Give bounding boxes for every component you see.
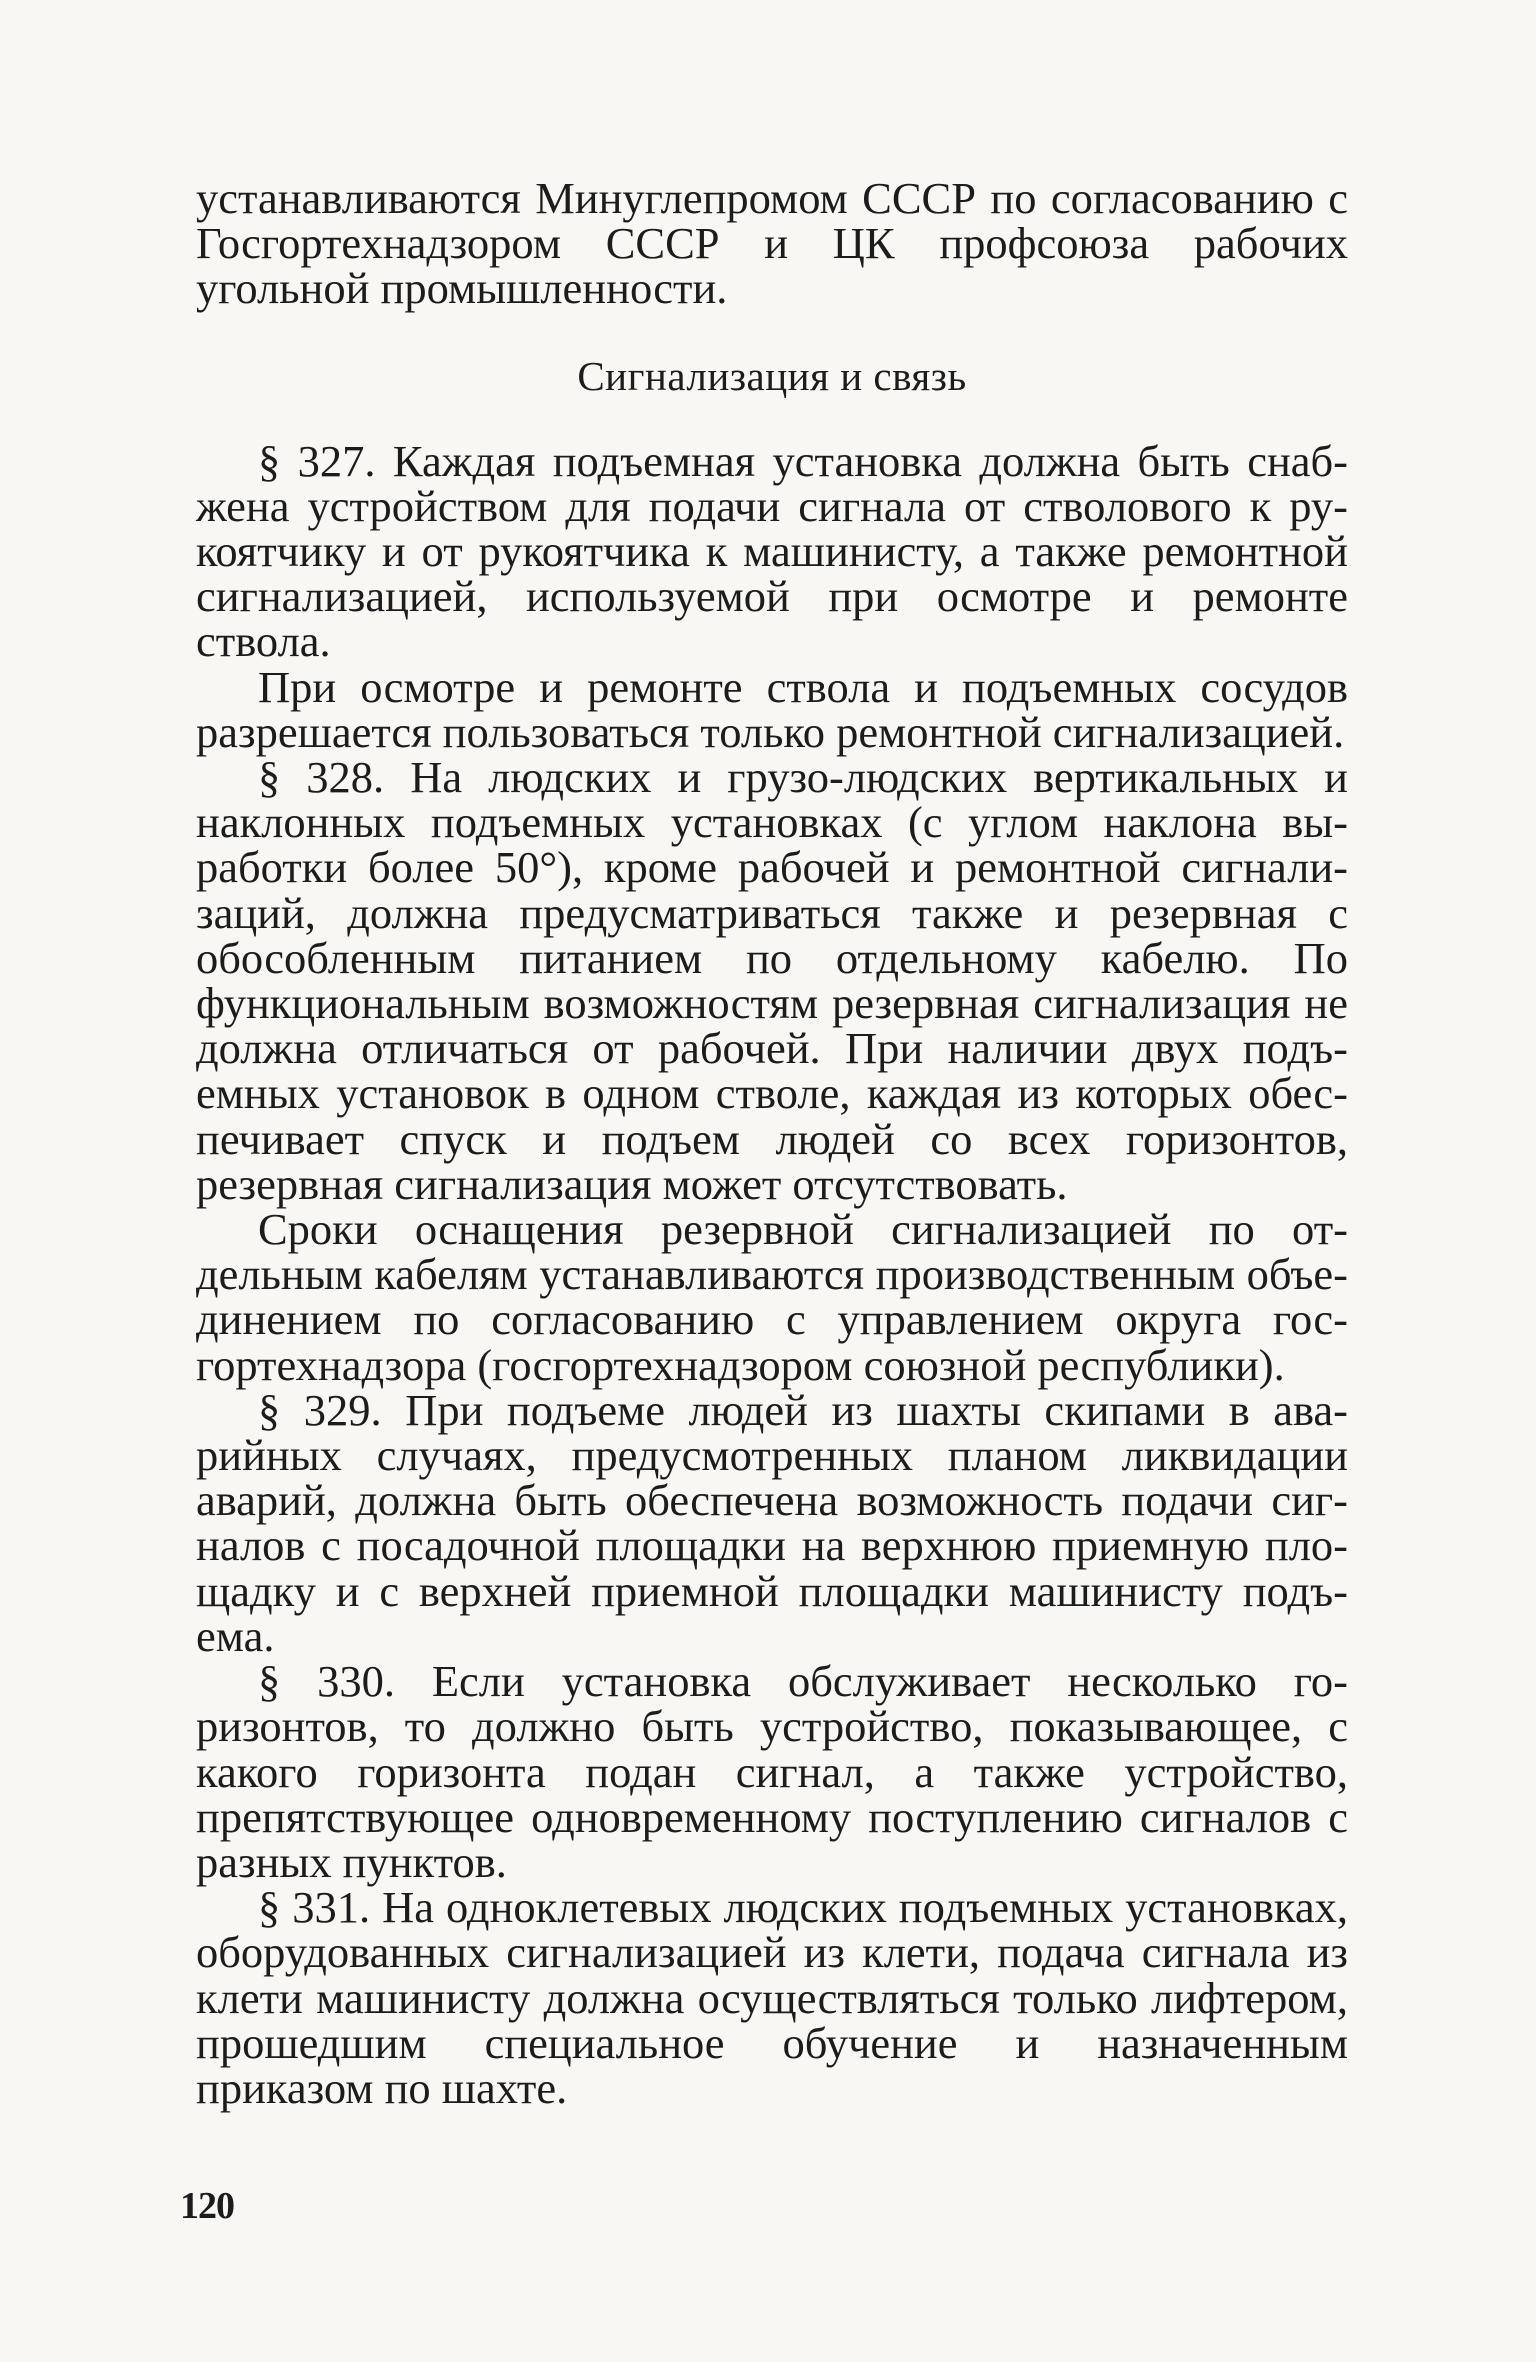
intro-paragraph: устанавливаются Минуглепромом СССР по согласованию с Госгортехнадзором СССР и ЦК профсоюза рабочих угольной промышленности.	[196, 173, 1348, 314]
section-heading: Сигнализация и связь	[577, 352, 967, 399]
paragraph-327-note: При осмотре и ремонте ствола и подъемных сосудов разрешается пользоваться только ремонтной сигнализацией.	[196, 661, 1348, 757]
paragraph-327: § 327. Каждая подъемная установка должна быть снабжена устройством для подачи сигнала от стволового к рукоятчику и от рукоятчика к машинисту, а также ремонтной сигнализацией, используемой при осмотре и ремонте ствола.	[196, 435, 1348, 667]
paragraph-330: § 330. Если установка обслуживает несколько горизонтов, то должно быть устройство, показывающее, с какого горизонта подан сигнал, а также устройство, препятствующее одновременному поступлению сигналов с разных пунктов.	[196, 1656, 1348, 1887]
page-number: 120	[180, 2185, 234, 2227]
paragraph-328-note: Сроки оснащения резервной сигнализацией по отдельным кабелям устанавливаются производственным объединением по согласованию с управлением округа госгортехнадзора (госгортехнадзором союзной республики).	[196, 1204, 1348, 1390]
paragraph-328: § 328. На людских и грузо-людских вертикальных и наклонных подъемных установках (с углом наклона выработки более 50°), кроме рабочей и ремонтной сигнализаций, должна предусматриваться также и резервная с обособленным питанием по отдельному кабелю. По функциональным возможностям резервная сигнализация не должна отличаться от рабочей. При наличии двух подъемных установок в одном стволе, каждая из которых обеспечивает спуск и подъем людей со всех горизонтов, резервная сигнализация может отсутствовать.	[196, 752, 1348, 1209]
paragraph-329: § 329. При подъеме людей из шахты скипами в аварийных случаях, предусмотренных планом ликвидации аварий, должна быть обеспечена возможность подачи сигналов с посадочной площадки на верхнюю приемную площадку и с верхней приемной площадки машинисту подъема.	[196, 1384, 1348, 1661]
paragraph-331: § 331. На одноклетевых людских подъемных установках, оборудованных сигнализацией из клети, подача сигнала из клети машинисту должна осуществляться только лифтером, прошедшим специальное обучение и назначенным приказом по шахте.	[196, 1882, 1348, 2113]
page-text	[196, 173, 1348, 2113]
